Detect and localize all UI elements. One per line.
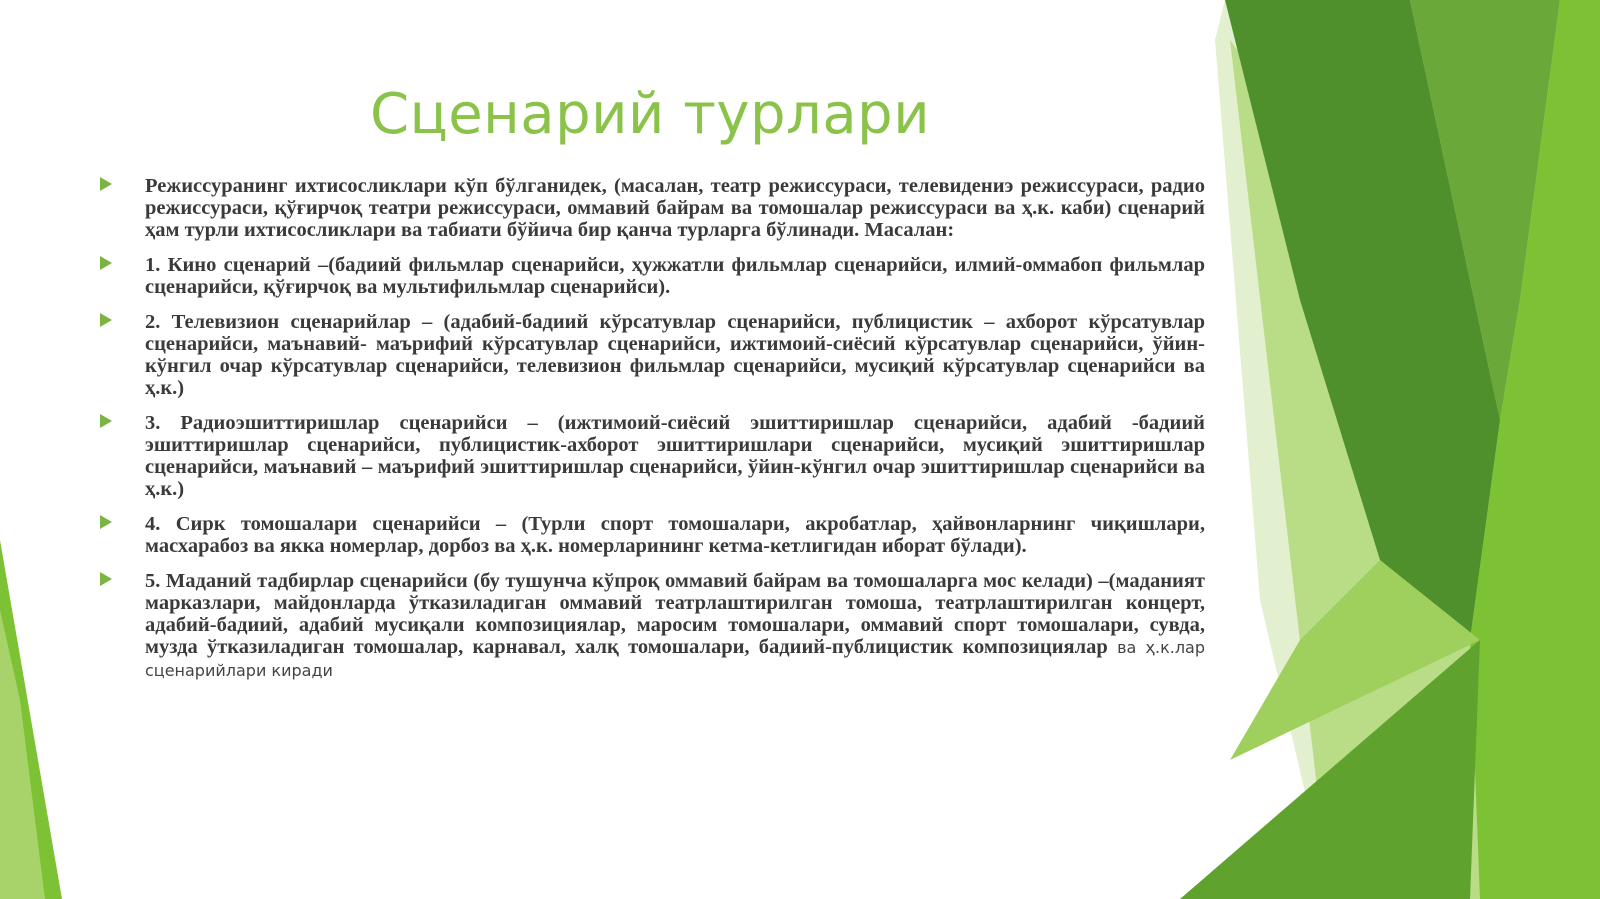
bullet-text-tail: ва ҳ.к.лар сценарийлари киради: [145, 638, 1206, 680]
bullet-text: 3. Радиоэшиттиришлар сценарийси – (ижтимоий-сиёсий эшиттиришлар сценарийси, адабий -бадиий эшиттиришлар сценарийси, публицистик-ахборот эшиттиришлари сценарийси, мусиқий эшиттиришлар сценарийси, маънавий – маърифий эшиттиришлар сценарийси, ўйин-кўнгил очар эшиттиришлар сценарийси ва ҳ.к.): [145, 412, 1205, 500]
bullet-text-main: 5. Маданий тадбирлар сценарийси (бу тушунча кўпроқ оммавий байрам ва томошаларга мос келади) –(маданият марказлари, майдонларда ўтказиладиган оммавий театрлаштирилган томоша, театрлаштирилган концерт, адабий-бадиий, адабий мусиқали композициялар, маросим томошалари, оммавий спорт томошалари, сувда, музда ўтказиладиган томошалар, карнавал, халқ томошалари, бадиий-публицистик композициялар: [145, 570, 1205, 658]
bullet-arrow-icon: [100, 515, 112, 529]
bullet-text: 4. Сирк томошалари сценарийси – (Турли спорт томошалари, акробатлар, ҳайвонларнинг чиқишлари, масхарабоз ва якка номерлар, дорбоз ва ҳ.к. номерларининг кетма-кетлигидан иборат бўлади).: [145, 513, 1205, 557]
bullet-item: [100, 175, 1205, 241]
bullet-text: [145, 570, 1205, 682]
bullet-item: [100, 412, 1205, 500]
bullet-arrow-icon: [100, 256, 112, 270]
bullet-arrow-icon: [100, 177, 112, 191]
bullet-item: [100, 311, 1205, 399]
bullet-item: [100, 513, 1205, 557]
bullet-item: [100, 254, 1205, 298]
bullet-list: [100, 175, 1205, 695]
bullet-item: [100, 570, 1205, 682]
bullet-text: 1. Кино сценарий –(бадиий фильмлар сценарийси, ҳужжатли фильмлар сценарийси, илмий-оммабоп фильмлар сценарийси, қўғирчоқ ва мультифильмлар сценарийси).: [145, 254, 1205, 298]
bullet-arrow-icon: [100, 414, 112, 428]
bullet-text: Режиссуранинг ихтисосликлари кўп бўлганидек, (масалан, театр режиссураси, телевидениэ режиссураси, радио режиссураси, қўғирчоқ театри режиссураси, оммавий байрам ва томошалар режиссураси ва ҳ.к. каби) сценарий ҳам турли ихтисосликлари ва табиати бўйича бир қанча турларга бўлинади. Масалан:: [145, 175, 1205, 241]
bg-facet-left-light: [0, 610, 45, 899]
bullet-arrow-icon: [100, 572, 112, 586]
bullet-text: 2. Телевизион сценарийлар – (адабий-бадиий кўрсатувлар сценарийси, публицистик – ахборот кўрсатувлар сценарийси, маънавий- маърифий кўрсатувлар сценарийси, ижтимоий-сиёсий кўрсатувлар сценарийси, ўйин-кўнгил очар кўрсатувлар сценарийси, телевизион фильмлар сценарийси, мусиқий кўрсатувлар сценарийси ва ҳ.к.): [145, 311, 1205, 399]
slide-title: Сценарий турлари: [370, 82, 931, 147]
bullet-arrow-icon: [100, 313, 112, 327]
